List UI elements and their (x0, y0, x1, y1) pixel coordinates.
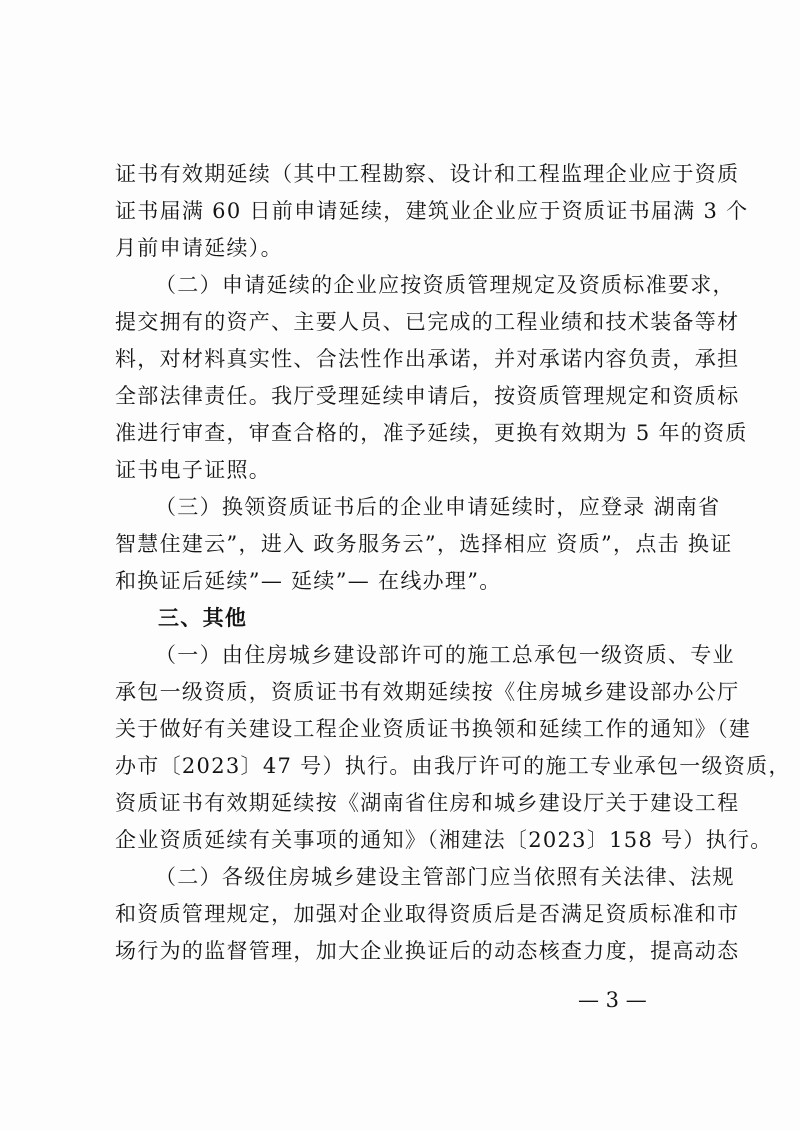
text-line: 料，对材料真实性、合法性作出承诺，并对承诺内容负责，承担 (115, 347, 740, 371)
text-line: 企业资质延续有关事项的通知》（湘建法〔2023〕158 号）执行。 (115, 828, 773, 852)
text-line: 关于做好有关建设工程企业资质证书换领和延续工作的通知》（建 (115, 717, 752, 741)
text-line: 证书届满 60 日前申请延续，建筑业企业应于资质证书届满 3 个 (115, 199, 749, 223)
text-line: （二）各级住房城乡建设主管部门应当依照有关法律、法规 (155, 865, 735, 889)
text-line: 月前申请延续）。 (115, 236, 283, 260)
text-line: 证书电子证照。 (115, 458, 272, 482)
section-heading: 三、其他 (158, 605, 248, 630)
text-line: 场行为的监督管理，加大企业换证后的动态核查力度，提高动态 (115, 939, 740, 963)
text-line: 和换证后延续”— 延续”— 在线办理”。 (115, 569, 502, 593)
text-line: 提交拥有的资产、主要人员、已完成的工程业绩和技术装备等材 (115, 310, 740, 334)
text-line: （三）换领资质证书后的企业申请延续时，应登录 湖南省 (155, 495, 721, 519)
text-line: 证书有效期延续（其中工程勘察、设计和工程监理企业应于资质 (115, 162, 740, 186)
text-line: 资质证书有效期延续按《湖南省住房和城乡建设厅关于建设工程 (115, 791, 740, 815)
text-line: （一）由住房城乡建设部许可的施工总承包一级资质、专业 (155, 643, 735, 667)
text-line: 准进行审查，审查合格的，准予延续，更换有效期为 5 年的资质 (115, 421, 748, 445)
text-line: 智慧住建云”，进入 政务服务云”，选择相应 资质”，点击 换证 (115, 532, 733, 556)
text-line: 和资质管理规定，加强对企业取得资质后是否满足资质标准和市 (115, 902, 740, 926)
text-line: 全部法律责任。我厅受理延续申请后，按资质管理规定和资质标 (115, 384, 740, 408)
text-line: （二）申请延续的企业应按资质管理规定及资质标准要求， (155, 273, 735, 297)
text-line: 承包一级资质，资质证书有效期延续按《住房城乡建设部办公厅 (115, 680, 740, 704)
text-line: 办市〔2023〕47 号）执行。由我厅许可的施工专业承包一级资质， (115, 754, 791, 778)
page-number: — 3 — (578, 988, 647, 1012)
